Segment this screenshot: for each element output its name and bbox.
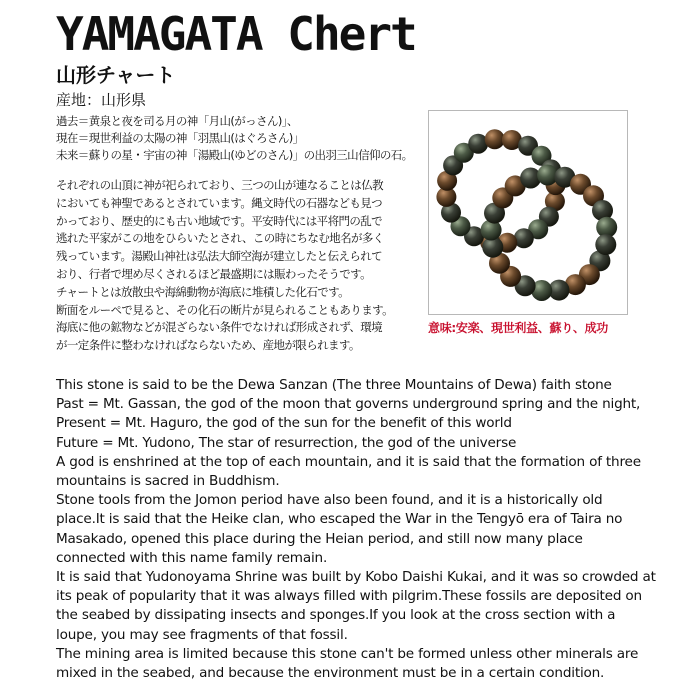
en-line: connected with this name family remain. <box>56 549 328 566</box>
bead <box>485 129 505 149</box>
jp-line: 逃れた平家がこの地をひらいたとされ、この時にちなむ地名が多く <box>56 231 384 246</box>
mountain-future-line: 未来＝蘇りの星・宇宙の神「湯殿山(ゆどのさん)」の出羽三山信仰の石。 <box>56 148 413 162</box>
bracelet-image <box>429 111 627 314</box>
en-line: its peak of popularity that it was always filled with pilgrim.These fossils are deposited on <box>56 588 642 605</box>
en-line: loupe, you may see fragments of that fossil. <box>56 626 348 643</box>
en-line: Future = Mt. Yudono, The star of resurrection, the god of the universe <box>56 434 517 451</box>
mountain-present-line: 現在＝現世利益の太陽の神「羽黒山(はぐろさん)」 <box>56 131 304 145</box>
en-line: the seabed by dissipating insects and sponges.If you look at the cross section with a <box>56 607 616 624</box>
jp-line: それぞれの山頂に神が祀られており、三つの山が連なることは仏教 <box>56 178 383 192</box>
meaning-label: 意味:安楽、現世利益、蘇り、成功 <box>428 321 609 335</box>
jp-line: が一定条件に整わなければならないため、産地が限られます。 <box>56 338 360 353</box>
jp-line: おり、行者で埋め尽くされるほど最盛期には賑わったそうです。 <box>56 266 372 281</box>
english-description <box>56 376 696 683</box>
en-line: Stone tools from the Jomon period have also been found, and it is a historically old <box>56 492 603 509</box>
en-line: The mining area is limited because this stone can't be formed unless other minerals are <box>56 645 639 662</box>
en-line: Past = Mt. Gassan, the god of the moon that governs underground spring and the night, <box>56 396 641 413</box>
en-line: place.It is said that the Heike clan, who escaped the War in the Tengyō era of Taira no <box>56 511 623 528</box>
jp-line: 断面をルーペで見ると、その化石の断片が見られることもあります。 <box>56 302 393 317</box>
jp-line: においても神聖であるとされています。縄文時代の石器なども見つ <box>56 195 383 210</box>
jp-line: かっており、歴史的にも古い地域です。平安時代には平将門の乱で <box>56 213 383 228</box>
en-line: Present = Mt. Haguro, the god of the sun for the benefit of this world <box>56 415 512 432</box>
jp-line: チャートとは放散虫や海綿動物が海底に堆積した化石です。 <box>56 284 350 299</box>
japanese-name: 山形チャート <box>56 63 176 87</box>
page-title: YAMAGATA Chert <box>56 7 416 61</box>
japanese-description <box>56 177 426 355</box>
origin-label: 産地：山形県 <box>56 91 147 109</box>
en-line: It is said that Yudonoyama Shrine was built by Kobo Daishi Kukai, and it was so crowded at <box>56 569 656 586</box>
en-line: mountains is sacred in Buddhism. <box>56 473 280 490</box>
mountains-description <box>56 113 426 164</box>
en-line: mixed in the seabed, and because the environment must be in a certain condition. <box>56 665 605 682</box>
bead <box>595 234 616 255</box>
bracelet-strand-front <box>481 165 618 302</box>
en-line: This stone is said to be the Dewa Sanzan (The three Mountains of Dewa) faith stone <box>56 377 612 393</box>
en-line: A god is enshrined at the top of each mountain, and it is said that the formation of three <box>56 453 641 470</box>
en-line: Masakado, opened this place during the Heian period, and still now many place <box>56 530 583 547</box>
bracelet-photo <box>428 110 628 315</box>
jp-line: 海底に他の鉱物などが混ざらない条件でなければ形成されず、環境 <box>56 320 383 335</box>
jp-line: 残っています。湯殿山神社は弘法大師空海が建立したと伝えられて <box>56 249 383 264</box>
mountain-past-line: 過去＝黄泉と夜を司る月の神「月山(がっさん)」、 <box>56 114 298 128</box>
